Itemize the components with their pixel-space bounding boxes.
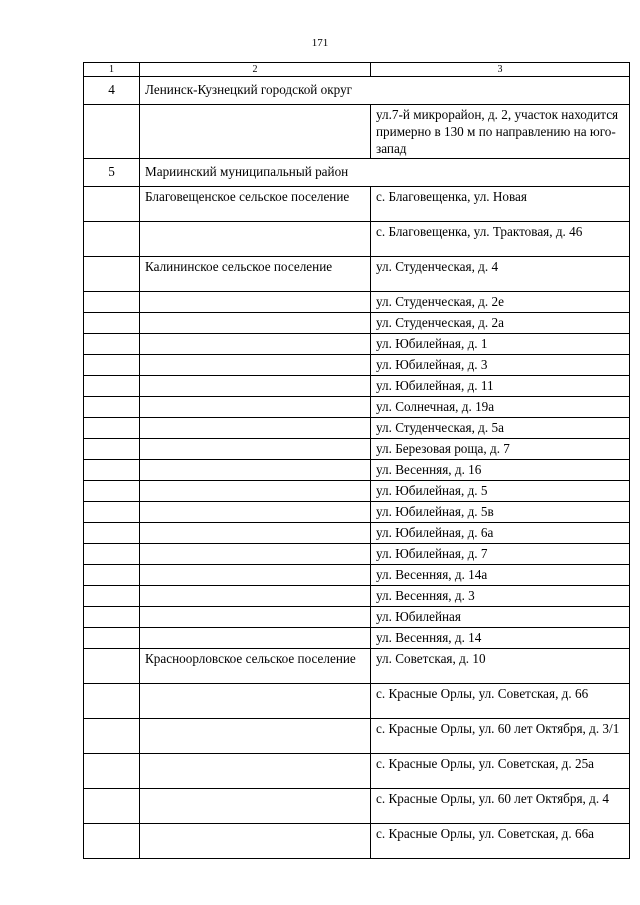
address-cell: ул. Студенческая, д. 2е (371, 292, 630, 313)
settlement-cell (140, 376, 371, 397)
header-col-3: 3 (371, 63, 630, 77)
header-row (84, 63, 630, 77)
address-cell: ул. Студенческая, д. 2а (371, 313, 630, 334)
row-number-cell (84, 481, 140, 502)
table-row (84, 439, 630, 460)
settlement-cell (140, 481, 371, 502)
row-number-cell (84, 418, 140, 439)
table-row (84, 586, 630, 607)
row-number-cell (84, 313, 140, 334)
settlement-cell (140, 222, 371, 257)
table-row (84, 355, 630, 376)
row-number-cell (84, 649, 140, 684)
table-row (84, 649, 630, 684)
address-cell: ул. Студенческая, д. 5а (371, 418, 630, 439)
table-row (84, 824, 630, 859)
table-row (84, 222, 630, 257)
address-cell: с. Благовещенка, ул. Трактовая, д. 46 (371, 222, 630, 257)
settlement-cell (140, 439, 371, 460)
table-row (84, 607, 630, 628)
address-cell: с. Красные Орлы, ул. Советская, д. 25а (371, 754, 630, 789)
table-row (84, 719, 630, 754)
settlement-cell (140, 355, 371, 376)
settlement-cell (140, 397, 371, 418)
table-body (84, 63, 630, 859)
address-cell: ул.7-й микрорайон, д. 2, участок находится примерно в 130 м по направлению на юго-запад (371, 105, 630, 159)
table-row (84, 684, 630, 719)
row-number-cell (84, 397, 140, 418)
address-cell: ул. Весенняя, д. 16 (371, 460, 630, 481)
table-row (84, 628, 630, 649)
table-row (84, 105, 630, 159)
locations-table (83, 62, 630, 859)
row-number-cell (84, 187, 140, 222)
section-title: Ленинск-Кузнецкий городской округ (140, 77, 630, 105)
table-row (84, 502, 630, 523)
settlement-cell (140, 292, 371, 313)
settlement-cell (140, 754, 371, 789)
address-cell: ул. Студенческая, д. 4 (371, 257, 630, 292)
table-row (84, 334, 630, 355)
settlement-cell: Красноорловское сельское поселение (140, 649, 371, 684)
table-row (84, 376, 630, 397)
settlement-cell (140, 334, 371, 355)
header-col-1: 1 (84, 63, 140, 77)
row-number-cell (84, 565, 140, 586)
row-number-cell (84, 105, 140, 159)
section-title: Мариинский муниципальный район (140, 159, 630, 187)
section-row (84, 77, 630, 105)
settlement-cell (140, 628, 371, 649)
address-cell: с. Красные Орлы, ул. 60 лет Октября, д. 4 (371, 789, 630, 824)
table-row (84, 565, 630, 586)
address-cell: ул. Солнечная, д. 19а (371, 397, 630, 418)
address-cell: ул. Березовая роща, д. 7 (371, 439, 630, 460)
settlement-cell (140, 824, 371, 859)
row-number-cell (84, 523, 140, 544)
table-row (84, 523, 630, 544)
section-number: 5 (84, 159, 140, 187)
settlement-cell (140, 418, 371, 439)
table-row (84, 754, 630, 789)
row-number-cell (84, 222, 140, 257)
address-cell: ул. Юбилейная, д. 5 (371, 481, 630, 502)
row-number-cell (84, 607, 140, 628)
settlement-cell (140, 789, 371, 824)
address-cell: ул. Юбилейная, д. 5в (371, 502, 630, 523)
table-row (84, 257, 630, 292)
table-row (84, 187, 630, 222)
address-cell: ул. Юбилейная, д. 7 (371, 544, 630, 565)
settlement-cell (140, 565, 371, 586)
row-number-cell (84, 460, 140, 481)
address-cell: ул. Юбилейная, д. 11 (371, 376, 630, 397)
row-number-cell (84, 789, 140, 824)
row-number-cell (84, 684, 140, 719)
settlement-cell (140, 523, 371, 544)
row-number-cell (84, 544, 140, 565)
settlement-cell (140, 105, 371, 159)
table-row (84, 481, 630, 502)
row-number-cell (84, 376, 140, 397)
row-number-cell (84, 257, 140, 292)
address-cell: с. Благовещенка, ул. Новая (371, 187, 630, 222)
table-row (84, 418, 630, 439)
settlement-cell: Калининское сельское поселение (140, 257, 371, 292)
settlement-cell: Благовещенское сельское поселение (140, 187, 371, 222)
row-number-cell (84, 586, 140, 607)
row-number-cell (84, 292, 140, 313)
address-cell: ул. Советская, д. 10 (371, 649, 630, 684)
address-cell: с. Красные Орлы, ул. Советская, д. 66 (371, 684, 630, 719)
address-cell: с. Красные Орлы, ул. Советская, д. 66а (371, 824, 630, 859)
address-cell: ул. Весенняя, д. 14 (371, 628, 630, 649)
table-row (84, 789, 630, 824)
table-row (84, 397, 630, 418)
row-number-cell (84, 719, 140, 754)
address-cell: ул. Весенняя, д. 3 (371, 586, 630, 607)
address-cell: ул. Юбилейная, д. 1 (371, 334, 630, 355)
row-number-cell (84, 824, 140, 859)
settlement-cell (140, 719, 371, 754)
row-number-cell (84, 754, 140, 789)
settlement-cell (140, 684, 371, 719)
table-row (84, 292, 630, 313)
row-number-cell (84, 439, 140, 460)
section-row (84, 159, 630, 187)
settlement-cell (140, 502, 371, 523)
settlement-cell (140, 607, 371, 628)
settlement-cell (140, 460, 371, 481)
settlement-cell (140, 586, 371, 607)
table-row (84, 460, 630, 481)
table-row (84, 544, 630, 565)
header-col-2: 2 (140, 63, 371, 77)
address-cell: с. Красные Орлы, ул. 60 лет Октября, д. 3/1 (371, 719, 630, 754)
table-row (84, 313, 630, 334)
row-number-cell (84, 628, 140, 649)
page-number: 171 (311, 37, 329, 49)
row-number-cell (84, 355, 140, 376)
address-cell: ул. Юбилейная (371, 607, 630, 628)
address-cell: ул. Весенняя, д. 14а (371, 565, 630, 586)
section-number: 4 (84, 77, 140, 105)
settlement-cell (140, 544, 371, 565)
address-cell: ул. Юбилейная, д. 6а (371, 523, 630, 544)
address-cell: ул. Юбилейная, д. 3 (371, 355, 630, 376)
settlement-cell (140, 313, 371, 334)
row-number-cell (84, 334, 140, 355)
row-number-cell (84, 502, 140, 523)
